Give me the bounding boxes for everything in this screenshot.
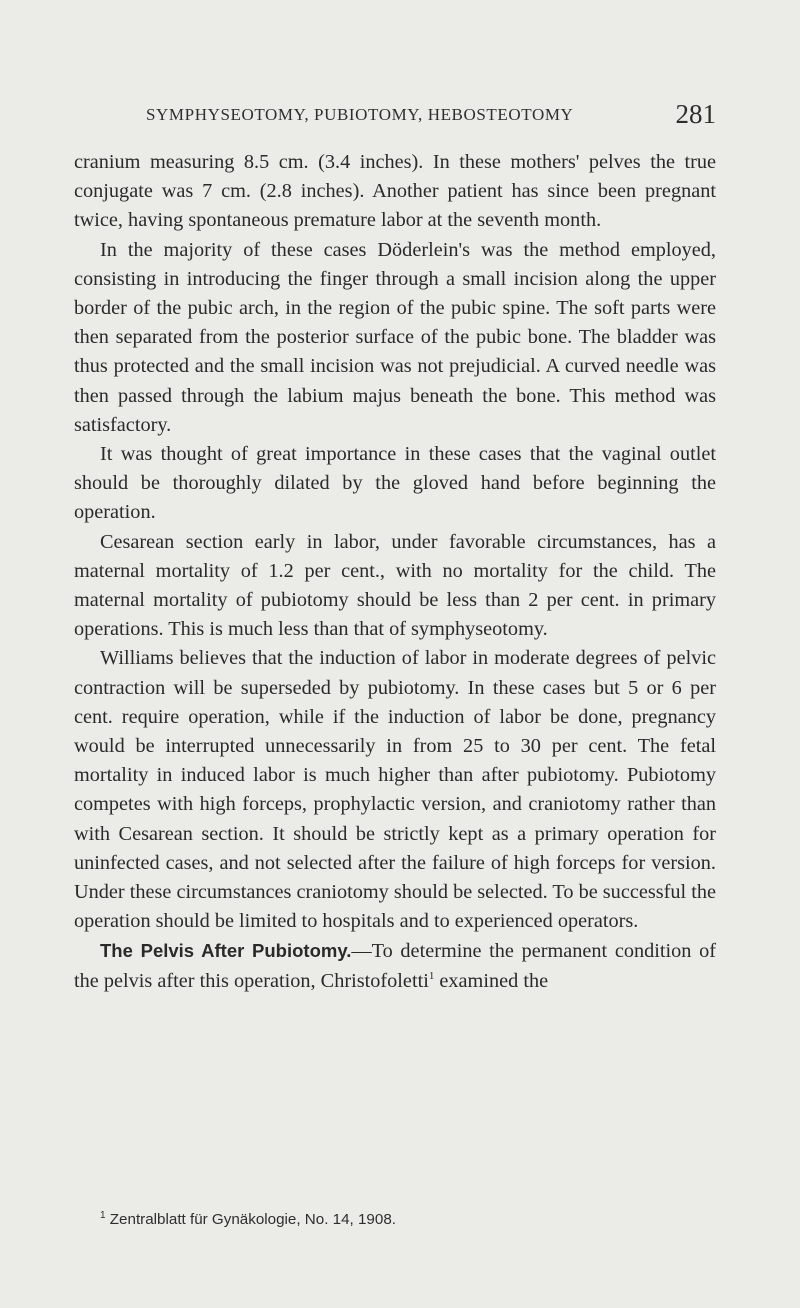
page-number: 281 (675, 99, 716, 129)
running-head: SYMPHYSEOTOMY, PUBIOTOMY, HEBOSTEOTOMY (146, 105, 574, 124)
footnote-marker: 1 (100, 1209, 106, 1221)
page-header (146, 99, 716, 131)
section-text: —To determine the permanent condition of the pelvis after this operation, Christofoletti (74, 940, 716, 992)
paragraph: Cesarean section early in labor, under favorable circumstances, has a maternal mortality of 1.2 per cent., with no mortality for the child. The maternal mortality of pubiotomy should be less than 2 per cent. in primary operations. This is much less than that of symphyseotomy. (74, 530, 716, 641)
body-text (74, 148, 716, 996)
section-paragraph (74, 936, 716, 995)
paragraph-continued: cranium measuring 8.5 cm. (3.4 inches). In these mothers' pelves the true conjugate was 7 cm. (2.8 inches). Another patient has since been pregnant twice, having spontaneous premature labor at the seventh month. (74, 151, 716, 232)
section-text-end: examined the (434, 969, 549, 992)
paragraph: In the majority of these cases Döderlein's was the method employed, consisting in introducing the finger through a small incision along the upper border of the pubic arch, in the region of the pubic spine. The soft parts were then separated from the posterior surface of the pubic bone. The bladder was thus protected and the small incision was not prejudicial. A curved needle was then passed through the labium majus beneath the bone. This method was satisfactory. (74, 238, 716, 436)
section-heading: The Pelvis After Pubiotomy. (100, 940, 352, 962)
paragraph: Williams believes that the induction of labor in moderate degrees of pelvic contraction will be superseded by pubiotomy. In these cases but 5 or 6 per cent. require operation, while if the induction of labor be done, pregnancy would be interrupted unnecessarily in from 25 to 30 per cent. The fetal mortality in induced labor is much higher than after pubiotomy. Pubiotomy competes with high forceps, prophylactic version, and craniotomy rather than with Cesarean section. It should be strictly kept as a primary operation for uninfected cases, and not selected after the failure of high forceps for version. Under these circumstances craniotomy should be selected. To be successful the operation should be limited to hospitals and to experienced operators. (74, 647, 716, 933)
footnote-text: Zentralblatt für Gynäkologie, No. 14, 1908. (105, 1211, 396, 1228)
footnote-reference: 1 (428, 969, 435, 982)
footnote (100, 1210, 710, 1230)
paragraph: It was thought of great importance in these cases that the vaginal outlet should be thoroughly dilated by the gloved hand before beginning the operation. (74, 443, 716, 524)
